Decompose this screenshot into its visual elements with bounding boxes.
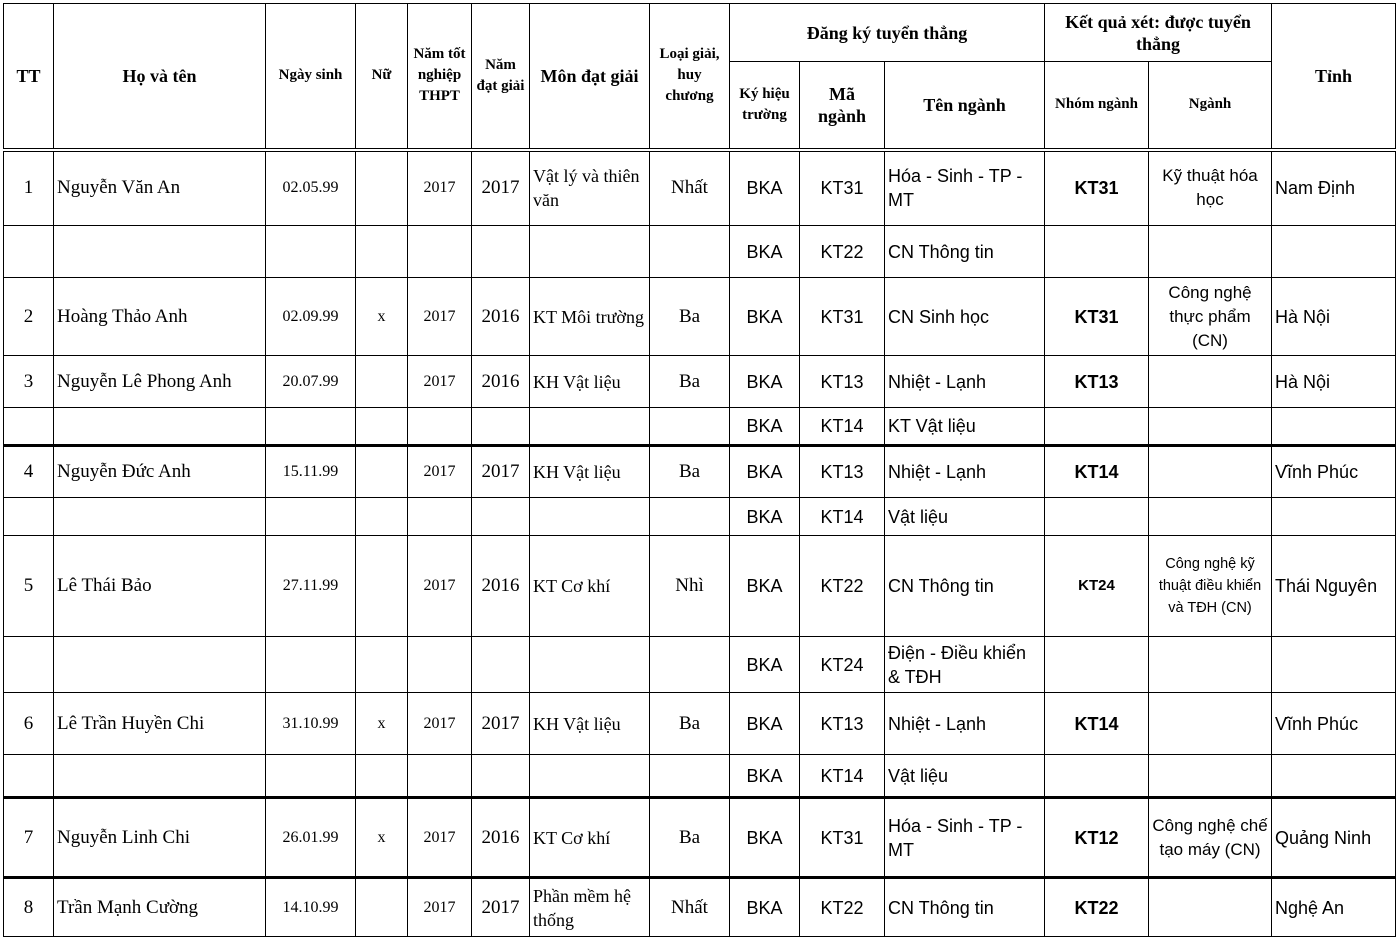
cell-ky-hieu-truong: BKA xyxy=(730,798,800,878)
cell-name: Nguyễn Linh Chi xyxy=(54,798,266,878)
header-tt: TT xyxy=(4,4,54,150)
cell-tt: 3 xyxy=(4,356,54,408)
cell-name: Lê Thái Bảo xyxy=(54,536,266,637)
cell-tinh: Quảng Ninh xyxy=(1272,798,1396,878)
cell-nganh xyxy=(1149,408,1272,446)
cell-nam-dat-giai xyxy=(472,408,530,446)
table-row xyxy=(4,226,1396,278)
cell-nhom-nganh: KT14 xyxy=(1045,693,1149,755)
cell-nhom-nganh xyxy=(1045,637,1149,693)
header-mon-dat-giai: Môn đạt giải xyxy=(530,4,650,150)
cell-mon-dat-giai: KH Vật liệu xyxy=(530,693,650,755)
cell-dob xyxy=(266,637,356,693)
cell-nu: x xyxy=(356,798,408,878)
cell-mon-dat-giai: KT Môi trường xyxy=(530,278,650,356)
cell-nam-dat-giai: 2016 xyxy=(472,536,530,637)
cell-ky-hieu-truong: BKA xyxy=(730,637,800,693)
cell-tt: 8 xyxy=(4,878,54,937)
cell-ten-nganh: CN Thông tin xyxy=(885,878,1045,937)
cell-name xyxy=(54,637,266,693)
cell-nam-tot-nghiep: 2017 xyxy=(408,278,472,356)
cell-dob: 20.07.99 xyxy=(266,356,356,408)
cell-name: Trần Mạnh Cường xyxy=(54,878,266,937)
cell-nam-tot-nghiep: 2017 xyxy=(408,356,472,408)
cell-tinh xyxy=(1272,637,1396,693)
cell-tinh xyxy=(1272,408,1396,446)
cell-nam-dat-giai: 2017 xyxy=(472,693,530,755)
cell-ten-nganh: KT Vật liệu xyxy=(885,408,1045,446)
table-row xyxy=(4,637,1396,693)
cell-loai-giai: Nhất xyxy=(650,878,730,937)
cell-mon-dat-giai: KT Cơ khí xyxy=(530,536,650,637)
header-nam-tot-nghiep: Năm tốt nghiệp THPT xyxy=(408,4,472,150)
cell-mon-dat-giai: KH Vật liệu xyxy=(530,356,650,408)
cell-tt xyxy=(4,637,54,693)
cell-ten-nganh: Hóa - Sinh - TP - MT xyxy=(885,150,1045,226)
cell-nu xyxy=(356,536,408,637)
table-row xyxy=(4,408,1396,446)
cell-mon-dat-giai xyxy=(530,755,650,798)
cell-ten-nganh: CN Sinh học xyxy=(885,278,1045,356)
cell-tinh: Vĩnh Phúc xyxy=(1272,693,1396,755)
cell-nam-dat-giai: 2017 xyxy=(472,878,530,937)
cell-name xyxy=(54,498,266,536)
cell-nhom-nganh xyxy=(1045,498,1149,536)
header-ho-va-ten: Họ và tên xyxy=(54,4,266,150)
cell-tt: 7 xyxy=(4,798,54,878)
cell-tt: 5 xyxy=(4,536,54,637)
cell-loai-giai: Ba xyxy=(650,798,730,878)
cell-loai-giai: Ba xyxy=(650,356,730,408)
cell-nganh: Kỹ thuật hóa học xyxy=(1149,150,1272,226)
cell-name: Nguyễn Đức Anh xyxy=(54,446,266,498)
cell-nu xyxy=(356,446,408,498)
cell-nam-tot-nghiep xyxy=(408,637,472,693)
cell-tinh xyxy=(1272,755,1396,798)
cell-nhom-nganh xyxy=(1045,408,1149,446)
cell-nam-tot-nghiep xyxy=(408,408,472,446)
cell-nam-tot-nghiep: 2017 xyxy=(408,878,472,937)
header-nu: Nữ xyxy=(356,4,408,150)
cell-tinh: Vĩnh Phúc xyxy=(1272,446,1396,498)
cell-mon-dat-giai: Phần mềm hệ thống xyxy=(530,878,650,937)
table-row xyxy=(4,150,1396,226)
cell-name: Lê Trần Huyền Chi xyxy=(54,693,266,755)
cell-loai-giai: Nhì xyxy=(650,536,730,637)
admission-table xyxy=(3,3,1396,937)
cell-dob: 26.01.99 xyxy=(266,798,356,878)
cell-nganh xyxy=(1149,878,1272,937)
header-dang-ky-group: Đăng ký tuyển thẳng xyxy=(730,4,1045,62)
cell-ky-hieu-truong: BKA xyxy=(730,278,800,356)
cell-loai-giai xyxy=(650,498,730,536)
header-nhom-nganh: Nhóm ngành xyxy=(1045,62,1149,150)
cell-nu xyxy=(356,498,408,536)
cell-nganh xyxy=(1149,498,1272,536)
cell-nganh: Công nghệ chế tạo máy (CN) xyxy=(1149,798,1272,878)
cell-nam-dat-giai: 2016 xyxy=(472,278,530,356)
cell-dob xyxy=(266,755,356,798)
table-row xyxy=(4,878,1396,937)
header-ket-qua-group: Kết quả xét: được tuyển thẳng xyxy=(1045,4,1272,62)
cell-ten-nganh: Vật liệu xyxy=(885,755,1045,798)
cell-ten-nganh: Nhiệt - Lạnh xyxy=(885,693,1045,755)
cell-name xyxy=(54,755,266,798)
cell-nhom-nganh: KT31 xyxy=(1045,278,1149,356)
cell-tt: 4 xyxy=(4,446,54,498)
cell-nu xyxy=(356,226,408,278)
cell-nhom-nganh: KT12 xyxy=(1045,798,1149,878)
cell-mon-dat-giai xyxy=(530,408,650,446)
cell-nu xyxy=(356,755,408,798)
cell-nam-dat-giai: 2016 xyxy=(472,798,530,878)
header-nganh: Ngành xyxy=(1149,62,1272,150)
cell-name xyxy=(54,226,266,278)
cell-nu xyxy=(356,150,408,226)
cell-nu: x xyxy=(356,278,408,356)
cell-loai-giai xyxy=(650,755,730,798)
cell-ky-hieu-truong: BKA xyxy=(730,446,800,498)
cell-nu xyxy=(356,878,408,937)
cell-nganh xyxy=(1149,446,1272,498)
cell-ma-nganh: KT31 xyxy=(800,278,885,356)
cell-nhom-nganh xyxy=(1045,755,1149,798)
cell-nam-tot-nghiep: 2017 xyxy=(408,693,472,755)
cell-name: Nguyễn Văn An xyxy=(54,150,266,226)
cell-mon-dat-giai xyxy=(530,637,650,693)
header-ky-hieu-truong: Ký hiệu trường xyxy=(730,62,800,150)
table-row xyxy=(4,755,1396,798)
cell-nam-dat-giai: 2016 xyxy=(472,356,530,408)
header-ngay-sinh: Ngày sinh xyxy=(266,4,356,150)
cell-dob: 14.10.99 xyxy=(266,878,356,937)
cell-nam-dat-giai xyxy=(472,226,530,278)
cell-nhom-nganh: KT13 xyxy=(1045,356,1149,408)
header-ten-nganh: Tên ngành xyxy=(885,62,1045,150)
cell-ma-nganh: KT13 xyxy=(800,693,885,755)
cell-ten-nganh: Nhiệt - Lạnh xyxy=(885,356,1045,408)
table-row xyxy=(4,498,1396,536)
cell-mon-dat-giai xyxy=(530,226,650,278)
cell-loai-giai: Ba xyxy=(650,693,730,755)
cell-nu xyxy=(356,637,408,693)
cell-nganh: Công nghệ thực phẩm (CN) xyxy=(1149,278,1272,356)
cell-tt xyxy=(4,408,54,446)
cell-loai-giai xyxy=(650,226,730,278)
header-nam-dat-giai: Năm đạt giải xyxy=(472,4,530,150)
cell-ky-hieu-truong: BKA xyxy=(730,408,800,446)
cell-mon-dat-giai: KT Cơ khí xyxy=(530,798,650,878)
cell-ten-nganh: Vật liệu xyxy=(885,498,1045,536)
cell-ma-nganh: KT31 xyxy=(800,150,885,226)
cell-dob xyxy=(266,226,356,278)
cell-ten-nganh: Điện - Điều khiển & TĐH xyxy=(885,637,1045,693)
table-row xyxy=(4,356,1396,408)
cell-nam-tot-nghiep: 2017 xyxy=(408,150,472,226)
cell-nganh xyxy=(1149,637,1272,693)
cell-ma-nganh: KT31 xyxy=(800,798,885,878)
cell-nganh xyxy=(1149,693,1272,755)
cell-nam-tot-nghiep: 2017 xyxy=(408,798,472,878)
cell-nam-dat-giai xyxy=(472,755,530,798)
cell-loai-giai: Ba xyxy=(650,446,730,498)
table-body xyxy=(4,150,1396,937)
cell-tt: 2 xyxy=(4,278,54,356)
cell-mon-dat-giai: Vật lý và thiên văn xyxy=(530,150,650,226)
cell-nganh xyxy=(1149,755,1272,798)
cell-tt xyxy=(4,226,54,278)
cell-dob: 31.10.99 xyxy=(266,693,356,755)
header-tinh: Tỉnh xyxy=(1272,4,1396,150)
cell-name: Nguyễn Lê Phong Anh xyxy=(54,356,266,408)
cell-ma-nganh: KT14 xyxy=(800,408,885,446)
cell-ky-hieu-truong: BKA xyxy=(730,226,800,278)
cell-loai-giai xyxy=(650,637,730,693)
cell-ky-hieu-truong: BKA xyxy=(730,356,800,408)
cell-dob: 15.11.99 xyxy=(266,446,356,498)
cell-nam-tot-nghiep xyxy=(408,226,472,278)
cell-nhom-nganh: KT22 xyxy=(1045,878,1149,937)
cell-dob xyxy=(266,498,356,536)
cell-nam-dat-giai xyxy=(472,637,530,693)
cell-dob: 02.09.99 xyxy=(266,278,356,356)
cell-ten-nganh: CN Thông tin xyxy=(885,226,1045,278)
table-row xyxy=(4,693,1396,755)
cell-dob xyxy=(266,408,356,446)
cell-tinh: Thái Nguyên xyxy=(1272,536,1396,637)
cell-name: Hoàng Thảo Anh xyxy=(54,278,266,356)
cell-ma-nganh: KT14 xyxy=(800,498,885,536)
cell-ma-nganh: KT13 xyxy=(800,356,885,408)
table-row xyxy=(4,278,1396,356)
cell-dob: 27.11.99 xyxy=(266,536,356,637)
cell-nam-tot-nghiep: 2017 xyxy=(408,446,472,498)
cell-nu xyxy=(356,356,408,408)
table-row xyxy=(4,446,1396,498)
cell-loai-giai xyxy=(650,408,730,446)
cell-ma-nganh: KT22 xyxy=(800,878,885,937)
cell-tinh: Nghệ An xyxy=(1272,878,1396,937)
header-ma-nganh: Mã ngành xyxy=(800,62,885,150)
cell-nam-dat-giai: 2017 xyxy=(472,446,530,498)
cell-nganh: Công nghệ kỹ thuật điều khiển và TĐH (CN) xyxy=(1149,536,1272,637)
cell-nganh xyxy=(1149,226,1272,278)
cell-nam-dat-giai xyxy=(472,498,530,536)
cell-ky-hieu-truong: BKA xyxy=(730,755,800,798)
cell-nam-tot-nghiep xyxy=(408,755,472,798)
table-row xyxy=(4,798,1396,878)
cell-tinh xyxy=(1272,498,1396,536)
cell-nhom-nganh: KT24 xyxy=(1045,536,1149,637)
cell-loai-giai: Ba xyxy=(650,278,730,356)
cell-nhom-nganh: KT31 xyxy=(1045,150,1149,226)
cell-mon-dat-giai: KH Vật liệu xyxy=(530,446,650,498)
table-row xyxy=(4,536,1396,637)
cell-ma-nganh: KT14 xyxy=(800,755,885,798)
header-loai-giai: Loại giải, huy chương xyxy=(650,4,730,150)
cell-tinh xyxy=(1272,226,1396,278)
cell-nu xyxy=(356,408,408,446)
cell-dob: 02.05.99 xyxy=(266,150,356,226)
cell-ten-nganh: CN Thông tin xyxy=(885,536,1045,637)
cell-nam-tot-nghiep xyxy=(408,498,472,536)
cell-ten-nganh: Nhiệt - Lạnh xyxy=(885,446,1045,498)
cell-tt: 1 xyxy=(4,150,54,226)
cell-tinh: Hà Nội xyxy=(1272,278,1396,356)
cell-nam-tot-nghiep: 2017 xyxy=(408,536,472,637)
cell-name xyxy=(54,408,266,446)
cell-tinh: Nam Định xyxy=(1272,150,1396,226)
cell-tt: 6 xyxy=(4,693,54,755)
cell-ky-hieu-truong: BKA xyxy=(730,693,800,755)
cell-ky-hieu-truong: BKA xyxy=(730,536,800,637)
cell-mon-dat-giai xyxy=(530,498,650,536)
cell-tt xyxy=(4,498,54,536)
cell-ma-nganh: KT22 xyxy=(800,536,885,637)
cell-ky-hieu-truong: BKA xyxy=(730,498,800,536)
cell-ky-hieu-truong: BKA xyxy=(730,878,800,937)
cell-loai-giai: Nhất xyxy=(650,150,730,226)
cell-nhom-nganh xyxy=(1045,226,1149,278)
cell-nu: x xyxy=(356,693,408,755)
cell-nam-dat-giai: 2017 xyxy=(472,150,530,226)
cell-nganh xyxy=(1149,356,1272,408)
cell-ma-nganh: KT24 xyxy=(800,637,885,693)
cell-ten-nganh: Hóa - Sinh - TP - MT xyxy=(885,798,1045,878)
cell-ma-nganh: KT13 xyxy=(800,446,885,498)
cell-ma-nganh: KT22 xyxy=(800,226,885,278)
cell-tinh: Hà Nội xyxy=(1272,356,1396,408)
cell-ky-hieu-truong: BKA xyxy=(730,150,800,226)
cell-nhom-nganh: KT14 xyxy=(1045,446,1149,498)
cell-tt xyxy=(4,755,54,798)
